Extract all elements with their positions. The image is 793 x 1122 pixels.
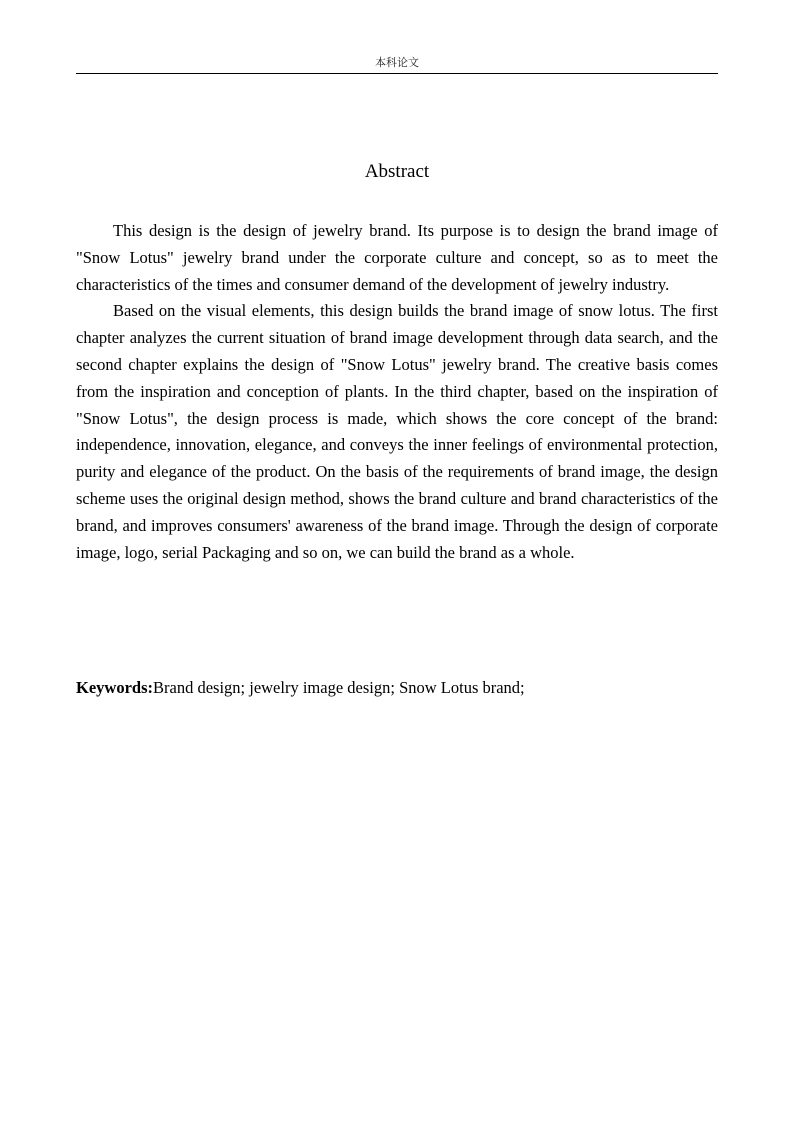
running-header: 本科论文 xyxy=(375,56,419,69)
abstract-paragraph-1: This design is the design of jewelry brand. Its purpose is to design the brand image of "Snow Lotus" jewelry brand under the corporate culture and concept, so as to meet the characteristics of the times and consumer demand of the development of jewelry industry. xyxy=(76,221,718,294)
keywords-label: Keywords: xyxy=(76,678,153,697)
abstract-body xyxy=(76,218,718,566)
abstract-paragraph-2: Based on the visual elements, this design builds the brand image of snow lotus. The first chapter analyzes the current situation of brand image development through data search, and the second chapter explains the design of "Snow Lotus" jewelry brand. The creative basis comes from the inspiration and conception of plants. In the third chapter, based on the inspiration of "Snow Lotus", the design process is made, which shows the core concept of the brand: independence, innovation, elegance, and conveys the inner feelings of environmental protection, purity and elegance of the product. On the basis of the requirements of brand image, the design scheme uses the original design method, shows the brand culture and brand characteristics of the brand, and improves consumers' awareness of the brand image. Through the design of corporate image, logo, serial Packaging and so on, we can build the brand as a whole. xyxy=(76,301,718,562)
keywords-line xyxy=(76,675,718,701)
header-rule xyxy=(76,73,718,74)
keywords-text: Brand design; jewelry image design; Snow Lotus brand; xyxy=(153,678,525,697)
abstract-title: Abstract xyxy=(364,161,430,182)
